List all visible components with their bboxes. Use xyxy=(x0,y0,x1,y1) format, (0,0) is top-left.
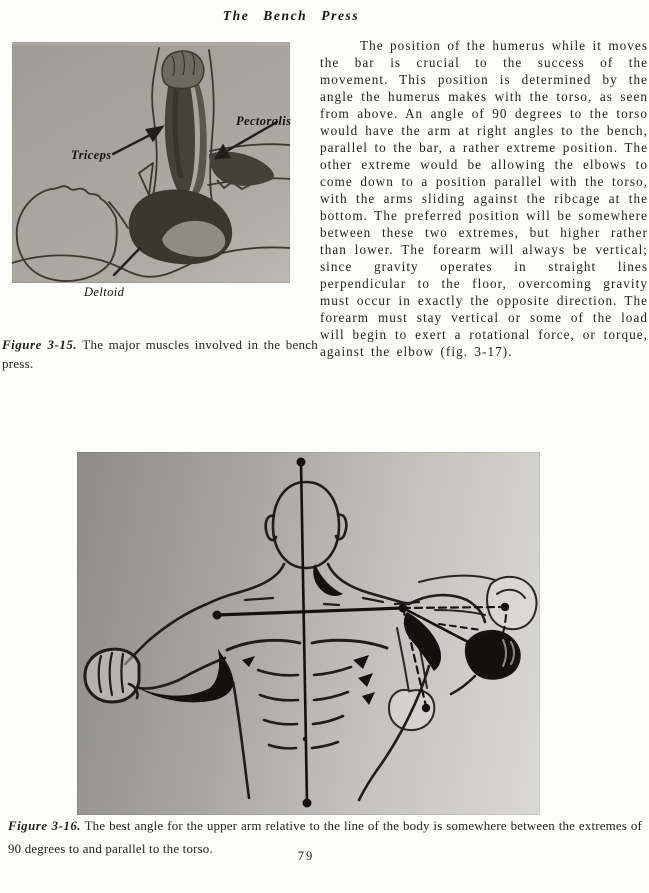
angle-lines xyxy=(217,462,506,803)
figure-3-16-caption-text: The best angle for the upper arm relative to the line of the body is somewhere between the extremes of 90 degrees to and parallel to the torso. xyxy=(8,819,642,856)
figure-3-15-caption xyxy=(2,335,318,373)
dark-shading xyxy=(135,564,519,705)
figure-3-15-caption-label: Figure 3-15. xyxy=(2,337,78,352)
body-paragraph: The position of the humerus while it moves the bar is crucial to the success of the movement. This position is determined by the angle the humerus makes with the torso, as seen from above. An angle of 90 degrees to the torso would have the arm at right angles to the bench, parallel to the bar, a rather extreme position. The other extreme would be allowing the elbows to come down to a position parallel with the torso, with the arms sliding against the ribcage at the bottom. The preferred position will be somewhere between these two extremes, but higher rather than lower. The forearm will always be vertical; since gravity operates in straight lines perpendicular to the floor, overcoming gravity must occur in exactly the opposite direction. The forearm must stay vertical or some of the load will begin to exert a rotational force, or torque, against the elbow (fig. 3-17). xyxy=(320,38,648,359)
page-title: The Bench Press xyxy=(222,8,360,23)
head-outline xyxy=(273,482,339,568)
figure-3-16-illustration xyxy=(77,452,540,815)
body-axis-line xyxy=(301,462,307,803)
figure-3-16-image xyxy=(77,452,540,815)
figure-3-15-image xyxy=(12,42,290,283)
triceps-label: Triceps xyxy=(71,148,112,162)
triceps-arrow xyxy=(113,134,152,154)
shoulder-line xyxy=(217,608,403,615)
angle-points xyxy=(213,458,510,808)
deltoid-label: Deltoid xyxy=(84,285,125,299)
figure-3-15-illustration xyxy=(12,42,290,283)
figure-3-16-caption-label: Figure 3-16. xyxy=(8,819,82,833)
ghost-hand-side xyxy=(487,577,536,629)
pectoralis-label: Pectoralis xyxy=(236,114,292,128)
page-number: 79 xyxy=(297,849,315,863)
muscle-shading xyxy=(129,51,274,264)
figure-3-15-caption-text: The major muscles involved in the bench press. xyxy=(2,337,318,371)
